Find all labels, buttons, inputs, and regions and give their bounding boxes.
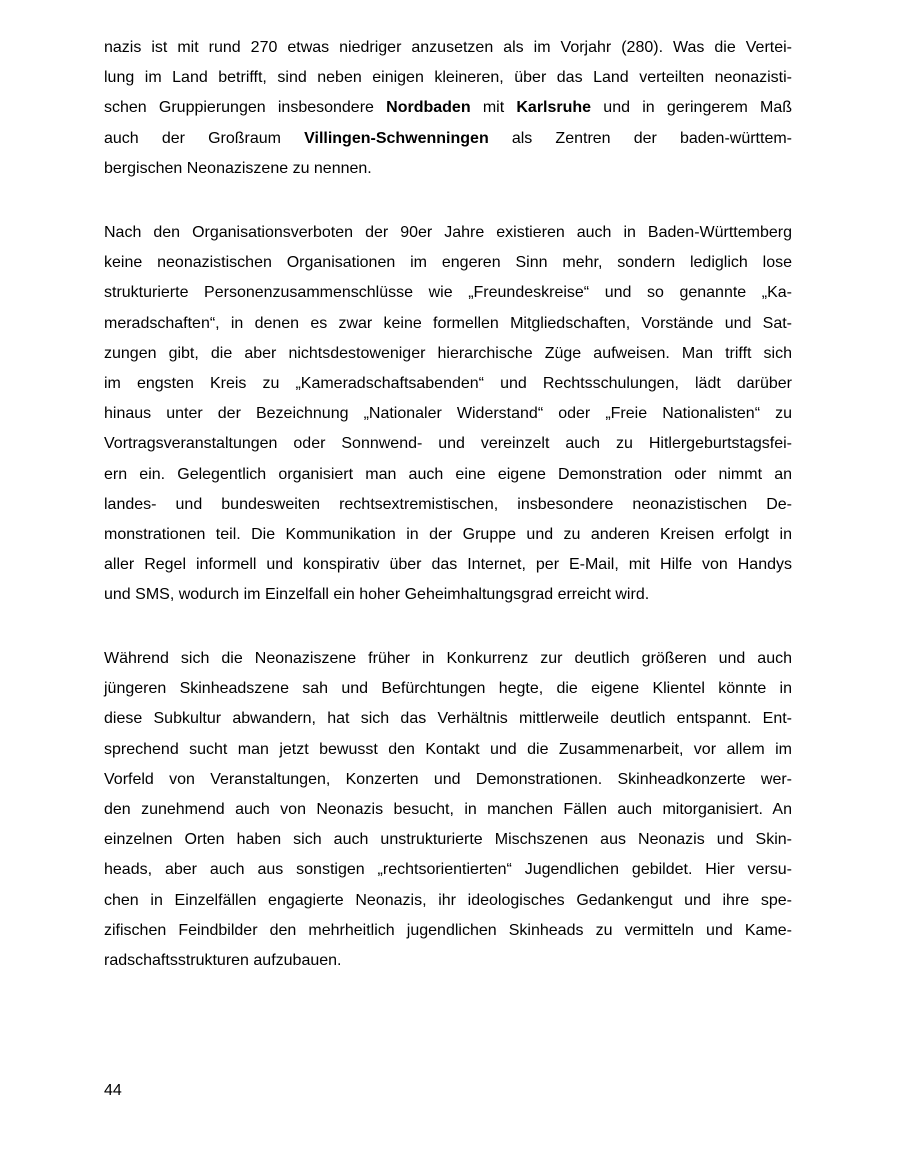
text-line: heads, aber auch aus sonstigen „rechtsorientierten“ Jugendlichen gebildet. Hier versu- [104, 861, 792, 879]
text-line: monstrationen teil. Die Kommunikation in der Gruppe und zu anderen Kreisen erfolgt in [104, 525, 792, 543]
text-line: den zunehmend auch von Neonazis besucht, in manchen Fällen auch mitorganisiert. An [104, 800, 792, 818]
text-line: meradschaften“, in denen es zwar keine formellen Mitgliedschaften, Vorstände und Sat- [104, 314, 792, 332]
text-line: diese Subkultur abwandern, hat sich das Verhältnis mittlerweile deutlich entspannt. Ent- [104, 710, 792, 728]
text-line: aller Regel informell und konspirativ über das Internet, per E-Mail, mit Hilfe von Handys [104, 556, 792, 574]
text-line: bergischen Neonaziszene zu nennen. [104, 159, 372, 177]
text-line: zungen gibt, die aber nichtsdestoweniger hierarchische Züge aufweisen. Man trifft sich [104, 344, 792, 362]
paragraph-2 [104, 218, 792, 610]
text-line: Vortragsveranstaltungen oder Sonnwend- und vereinzelt auch zu Hitlergeburtstagsfei- [104, 435, 792, 453]
text-line: Während sich die Neonaziszene früher in Konkurrenz zur deutlich größeren und auch [104, 650, 792, 667]
bold-term-karlsruhe: Karlsruhe [516, 99, 592, 117]
text-line: ern ein. Gelegentlich organisiert man auch eine eigene Demonstration oder nimmt an [104, 465, 792, 483]
page-number: 44 [104, 1082, 122, 1099]
paragraph-1 [104, 33, 792, 184]
bold-term-nordbaden: Nordbaden [386, 99, 471, 117]
text-line: radschaftsstrukturen aufzubauen. [104, 951, 342, 969]
text-line: strukturierte Personenzusammenschlüsse wie „Freundeskreise“ und so genannte „Ka- [104, 284, 792, 302]
text-line: und SMS, wodurch im Einzelfall ein hoher Geheimhaltungsgrad erreicht wird. [104, 586, 650, 604]
text-line: einzelnen Orten haben sich auch unstrukturierte Mischszenen aus Neonazis und Skin- [104, 831, 792, 849]
text-line: Vorfeld von Veranstaltungen, Konzerten und Demonstrationen. Skinheadkonzerte wer- [104, 770, 792, 788]
text-line: chen in Einzelfällen engagierte Neonazis, ihr ideologisches Gedankengut und ihre spe- [104, 891, 792, 909]
text-line: nazis ist mit rund 270 etwas niedriger anzusetzen als im Vorjahr (280). Was die Vertei- [104, 39, 792, 56]
text-line: im engsten Kreis zu „Kameradschaftsabenden“ und Rechtsschulungen, lädt darüber [104, 374, 792, 392]
text-line: sprechend sucht man jetzt bewusst den Kontakt und die Zusammenarbeit, vor allem im [104, 740, 792, 758]
text-line: lung im Land betrifft, sind neben einigen kleineren, über das Land verteilten neonazisti- [104, 69, 792, 87]
text-line: schen Gruppierungen insbesondere Nordbaden mit Karlsruhe und in geringerem Maß [104, 99, 793, 117]
text-line: landes- und bundesweiten rechtsextremistischen, insbesondere neonazistischen De- [104, 495, 792, 513]
text-line: auch der Großraum Villingen-Schwenningen als Zentren der baden-württem- [104, 129, 792, 147]
text-line: hinaus unter der Bezeichnung „Nationaler Widerstand“ oder „Freie Nationalisten“ zu [104, 405, 792, 423]
text-line: zifischen Feindbilder den mehrheitlich jugendlichen Skinheads zu vermitteln und Kame- [104, 921, 792, 939]
bold-term-villingen-schwenningen: Villingen-Schwenningen [304, 129, 489, 147]
paragraph-3 [104, 644, 792, 976]
text-line: jüngeren Skinheadszene sah und Befürchtungen hegte, die eigene Klientel könnte in [104, 680, 792, 698]
text-line: Nach den Organisationsverboten der 90er Jahre existieren auch in Baden-Württemberg [104, 224, 792, 241]
text-line: keine neonazistischen Organisationen im engeren Sinn mehr, sondern lediglich lose [104, 254, 792, 272]
